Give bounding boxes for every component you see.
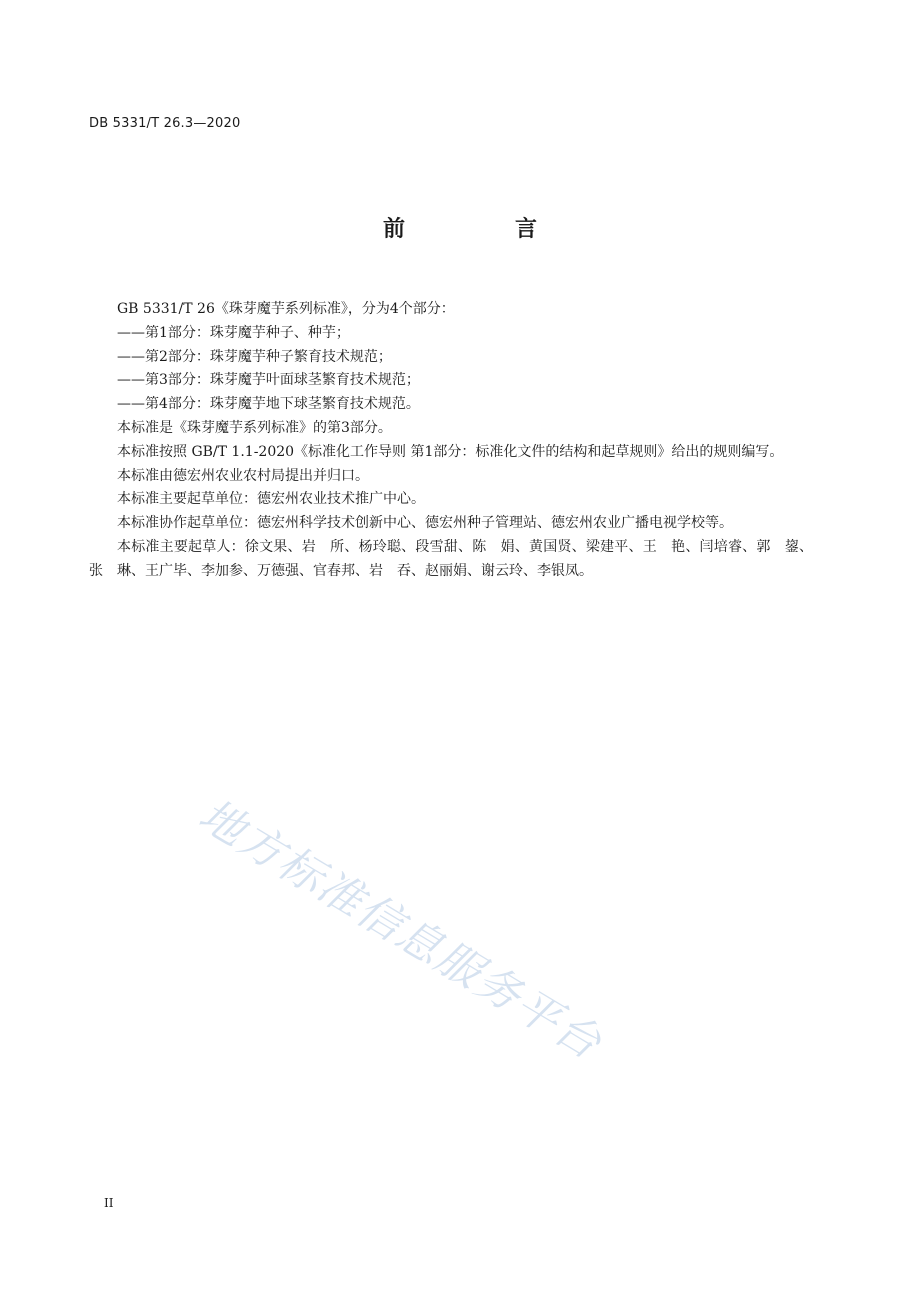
document-code: DB 5331/T 26.3—2020 xyxy=(89,116,241,131)
list-item-part-2: ——第2部分：珠芽魔芋种子繁育技术规范； xyxy=(117,348,392,365)
watermark: 地方标准信息服务平台 xyxy=(190,789,611,1071)
paragraph-drafting-rules: 本标准按照 GB/T 1.1-2020《标准化工作导则 第1部分：标准化文件的结构和起草规则》给出的规则编写。 xyxy=(117,443,784,460)
paragraph-main-drafter-unit: 本标准主要起草单位：德宏州农业技术推广中心。 xyxy=(117,491,425,508)
paragraph-cooperating-units: 本标准协作起草单位：德宏州科学技术创新中心、德宏州种子管理站、德宏州农业广播电视学校等。 xyxy=(117,515,733,532)
paragraph-drafters: 本标准主要起草人：徐文果、岩 所、杨玲聪、段雪甜、陈 娟、黄国贤、梁建平、王 艳、闫培睿、郭 鋆、张 琳、王广毕、李加参、万德强、官春邦、岩 吞、赵丽娟、谢云玲、李银凤。 xyxy=(89,538,813,579)
document-body xyxy=(89,298,813,584)
paragraph-part-statement: 本标准是《珠芽魔芋系列标准》的第3部分。 xyxy=(117,419,392,436)
paragraph-proposer: 本标准由德宏州农业农村局提出并归口。 xyxy=(117,467,369,484)
page-number: II xyxy=(104,1196,114,1210)
list-item-part-4: ——第4部分：珠芽魔芋地下球茎繁育技术规范。 xyxy=(117,396,420,413)
paragraph-intro: GB 5331/T 26《珠芽魔芋系列标准》，分为4个部分： xyxy=(117,301,455,317)
list-item-part-3: ——第3部分：珠芽魔芋叶面球茎繁育技术规范； xyxy=(117,372,420,389)
page-title: 前 言 xyxy=(382,217,581,242)
list-item-part-1: ——第1部分：珠芽魔芋种子、种芋； xyxy=(117,324,350,341)
